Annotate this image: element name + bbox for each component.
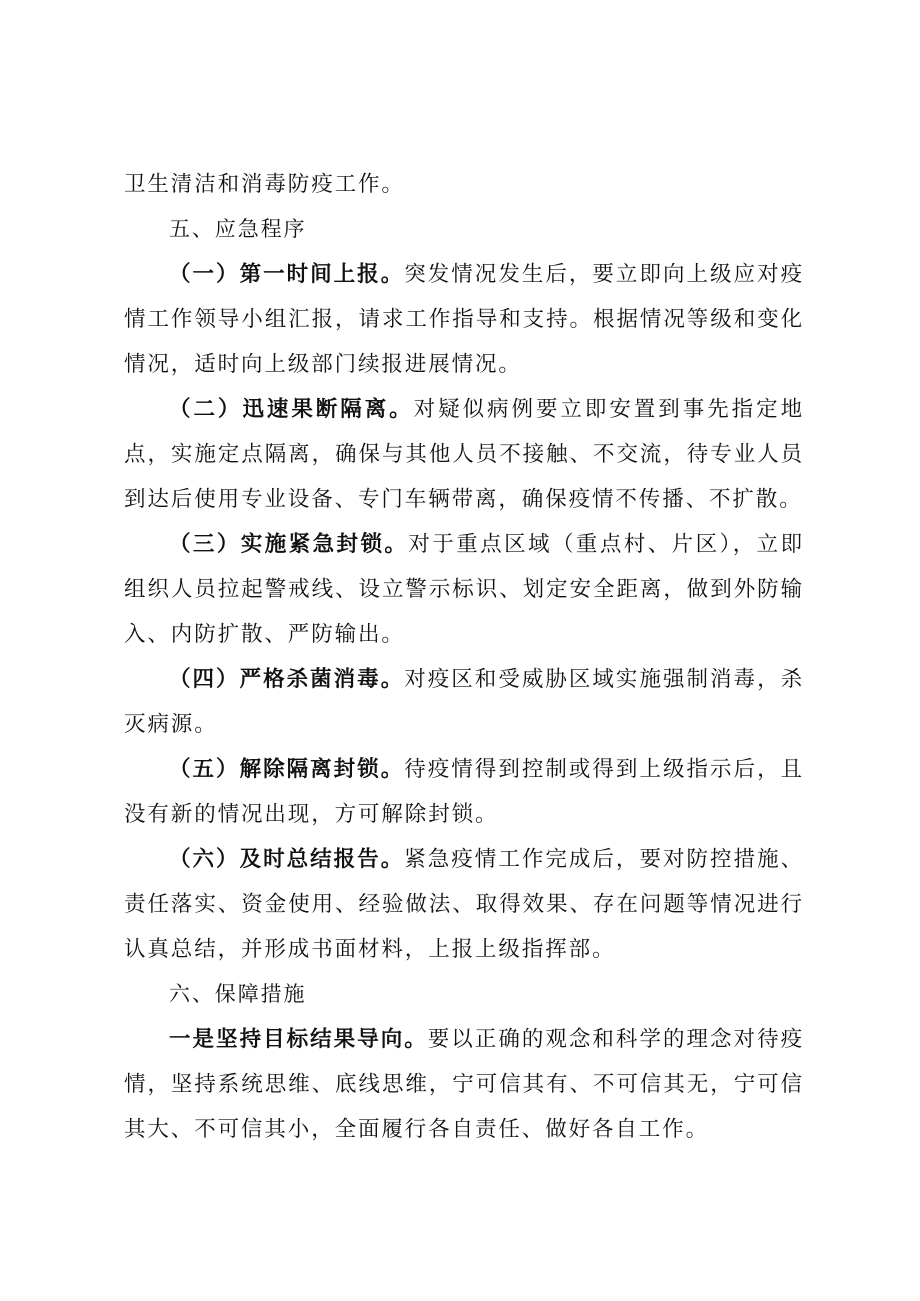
section-5-item-6 xyxy=(124,837,804,972)
section-6-heading: 六、保障措施 xyxy=(169,982,307,1006)
section-6-item-1 xyxy=(124,1017,804,1152)
section-5-item-5 xyxy=(124,747,804,837)
section-5-heading: 五、应急程序 xyxy=(169,217,307,241)
section-5-item-4 xyxy=(124,657,804,747)
item-text: 紧急疫情工作完成后，要对防控措施、责任落实、资金使用、经验做法、取得效果、存在问题等情况进行认真总结，并形成书面材料，上报上级指挥部。 xyxy=(124,847,804,962)
item-text: 对疫区和受威胁区域实施强制消毒，杀灭病源。 xyxy=(124,667,804,737)
item-lead: （二）迅速果断隔离。 xyxy=(169,397,414,422)
document-body xyxy=(124,162,804,1152)
section-5-item-2 xyxy=(124,387,804,522)
continuation-paragraph: 卫生清洁和消毒防疫工作。 xyxy=(124,172,405,197)
item-text: 对于重点区域（重点村、片区），立即组织人员拉起警戒线、设立警示标识、划定安全距离，做到外防输入、内防扩散、严防输出。 xyxy=(124,532,804,647)
item-lead: （六）及时总结报告。 xyxy=(169,847,405,872)
item-lead: （四）严格杀菌消毒。 xyxy=(169,667,405,692)
item-text: 突发情况发生后，要立即向上级应对疫情工作领导小组汇报，请求工作指导和支持。根据情况等级和变化情况，适时向上级部门续报进展情况。 xyxy=(124,262,804,377)
item-lead: （五）解除隔离封锁。 xyxy=(169,757,405,782)
item-text: 待疫情得到控制或得到上级指示后，且没有新的情况出现，方可解除封锁。 xyxy=(124,757,804,827)
item-lead: （三）实施紧急封锁。 xyxy=(169,532,409,557)
item-text: 要以正确的观念和科学的理念对待疫情，坚持系统思维、底线思维，宁可信其有、不可信其无，宁可信其大、不可信其小，全面履行各自责任、做好各自工作。 xyxy=(124,1027,804,1142)
item-lead: 一是坚持目标结果导向。 xyxy=(169,1027,428,1052)
section-5-item-3 xyxy=(124,522,804,657)
section-5-item-1 xyxy=(124,252,804,387)
item-lead: （一）第一时间上报。 xyxy=(169,262,405,287)
item-text: 对疑似病例要立即安置到事先指定地点，实施定点隔离，确保与其他人员不接触、不交流，待专业人员到达后使用专业设备、专门车辆带离，确保疫情不传播、不扩散。 xyxy=(124,397,804,512)
